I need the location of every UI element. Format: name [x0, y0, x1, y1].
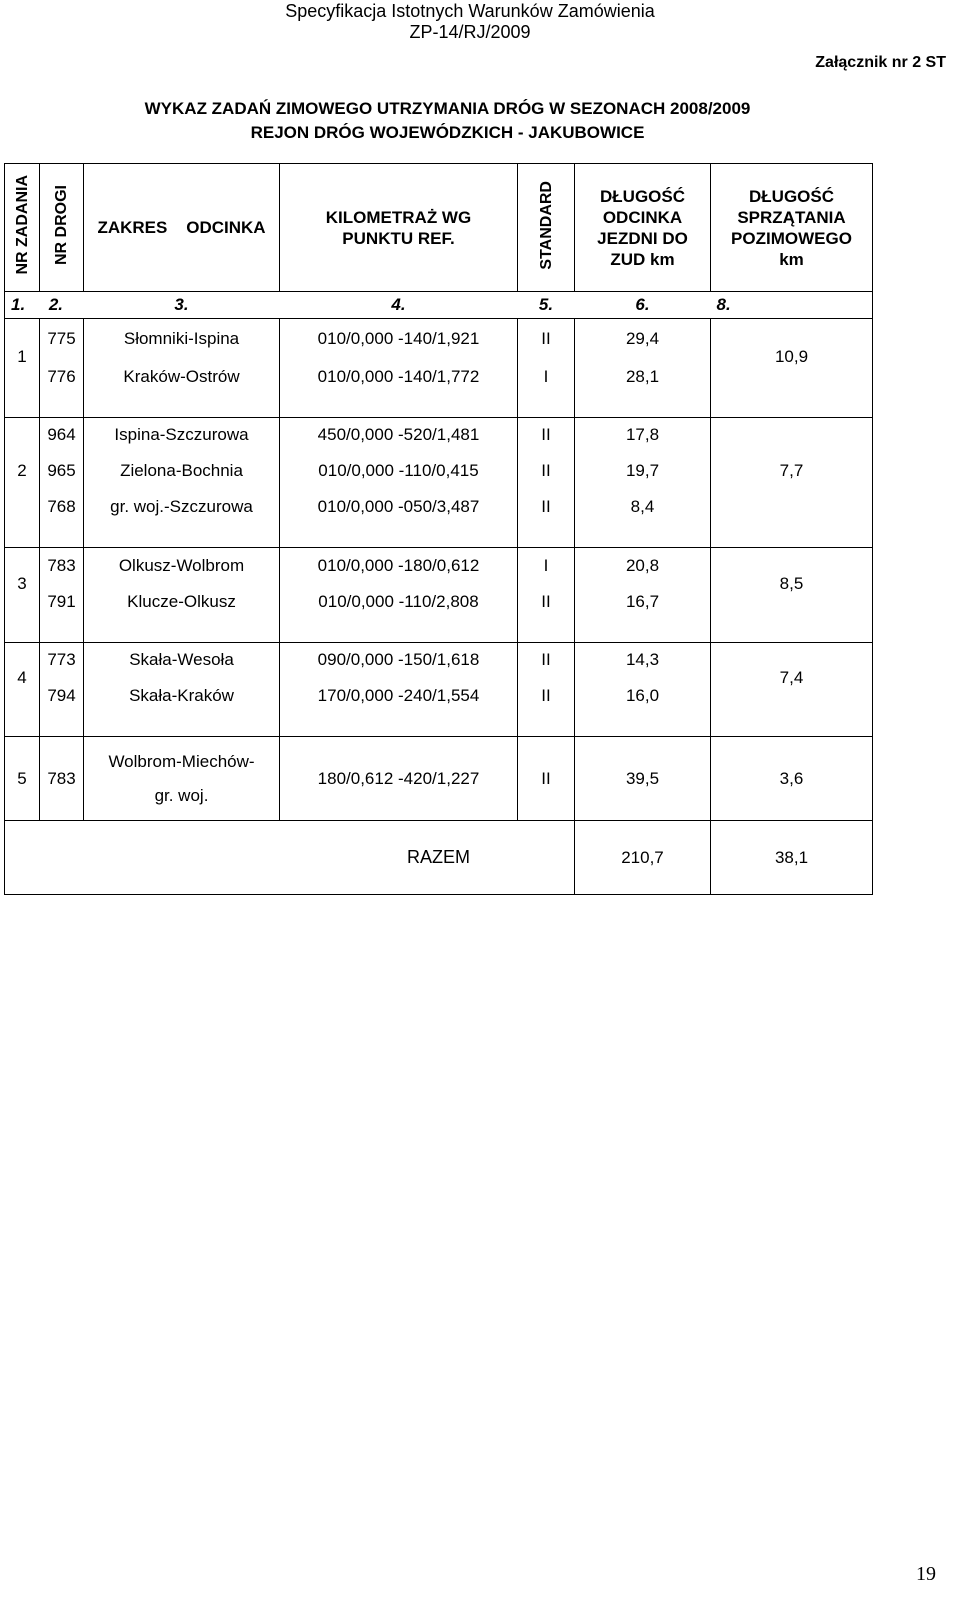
- road-standard: I: [518, 359, 575, 395]
- road-number: 783: [40, 737, 84, 821]
- road-length: 17,8: [575, 417, 711, 453]
- road-standard: II: [518, 417, 575, 453]
- road-range: Zielona-Bochnia: [84, 453, 280, 489]
- road-length: 19,7: [575, 453, 711, 489]
- road-standard: II: [518, 584, 575, 620]
- road-length: 8,4: [575, 489, 711, 525]
- table-row: [5, 417, 873, 453]
- road-number: 776: [40, 359, 84, 395]
- task-number: 1: [5, 319, 40, 395]
- road-length: 39,5: [575, 737, 711, 821]
- total-label: RAZEM: [5, 821, 575, 895]
- road-number: 964: [40, 417, 84, 453]
- road-range: Wolbrom-Miechów- gr. woj.: [84, 737, 280, 821]
- col-number: 6.: [575, 292, 711, 319]
- total-cleanup-length: 38,1: [711, 821, 873, 895]
- road-km: 010/0,000 -180/0,612: [280, 548, 518, 584]
- tasks-table: [4, 163, 873, 895]
- spacer-row: [5, 395, 873, 418]
- road-number: 773: [40, 642, 84, 678]
- col-number: 1. 2.: [5, 292, 84, 319]
- road-standard: II: [518, 319, 575, 359]
- header-range: ZAKRES ODCINKA: [84, 164, 280, 292]
- road-km: 010/0,000 -140/1,772: [280, 359, 518, 395]
- road-km: 010/0,000 -110/2,808: [280, 584, 518, 620]
- road-length: 16,7: [575, 584, 711, 620]
- road-number: 783: [40, 548, 84, 584]
- road-number: 965: [40, 453, 84, 489]
- cleanup-length: 10,9: [711, 319, 873, 395]
- road-km: 010/0,000 -110/0,415: [280, 453, 518, 489]
- table-row: [5, 737, 873, 821]
- col-number: 5.: [518, 292, 575, 319]
- table-header-row: [5, 164, 873, 292]
- road-length: 14,3: [575, 642, 711, 678]
- road-standard: II: [518, 453, 575, 489]
- road-range: Ispina-Szczurowa: [84, 417, 280, 453]
- road-range: Olkusz-Wolbrom: [84, 548, 280, 584]
- document-subtitle: REJON DRÓG WOJEWÓDZKICH - JAKUBOWICE: [250, 123, 645, 142]
- road-km: 010/0,000 -050/3,487: [280, 489, 518, 525]
- table-row: [5, 319, 873, 359]
- task-number: 3: [5, 548, 40, 620]
- road-km: 090/0,000 -150/1,618: [280, 642, 518, 678]
- road-km: 450/0,000 -520/1,481: [280, 417, 518, 453]
- road-range: Kraków-Ostrów: [84, 359, 280, 395]
- header-km: KILOMETRAŻ WG PUNKTU REF.: [280, 164, 518, 292]
- annex-label: Załącznik nr 2 ST: [815, 54, 946, 71]
- header-cleanup-length: DŁUGOŚĆ SPRZĄTANIA POZIMOWEGO km: [711, 164, 873, 292]
- road-km: 180/0,612 -420/1,227: [280, 737, 518, 821]
- spacer-row: [5, 714, 873, 737]
- road-number: 775: [40, 319, 84, 359]
- road-standard: II: [518, 678, 575, 714]
- road-range: Skała-Wesoła: [84, 642, 280, 678]
- road-range: gr. woj.-Szczurowa: [84, 489, 280, 525]
- road-length: 28,1: [575, 359, 711, 395]
- cleanup-length: 8,5: [711, 548, 873, 620]
- task-number: 5: [5, 737, 40, 821]
- col-number: 3.: [84, 292, 280, 319]
- spacer-row: [5, 620, 873, 643]
- road-number: 768: [40, 489, 84, 525]
- header-task-no: NR ZADANIA: [5, 164, 40, 292]
- header-road-length: DŁUGOŚĆ ODCINKA JEZDNI DO ZUD km: [575, 164, 711, 292]
- col-number: 4.: [280, 292, 518, 319]
- spacer-row: [5, 525, 873, 548]
- task-number: 2: [5, 417, 40, 525]
- road-standard: I: [518, 548, 575, 584]
- road-number: 791: [40, 584, 84, 620]
- road-km: 170/0,000 -240/1,554: [280, 678, 518, 714]
- table-row: [5, 642, 873, 678]
- page-number: 19: [916, 1563, 936, 1585]
- table-row: [5, 548, 873, 584]
- cleanup-length: 3,6: [711, 737, 873, 821]
- road-number: 794: [40, 678, 84, 714]
- total-row: [5, 821, 873, 895]
- doc-header-title: Specyfikacja Istotnych Warunków Zamówienia: [285, 1, 655, 21]
- road-standard: II: [518, 737, 575, 821]
- road-range: Słomniki-Ispina: [84, 319, 280, 359]
- document-title: WYKAZ ZADAŃ ZIMOWEGO UTRZYMANIA DRÓG W SEZONACH 2008/2009: [144, 99, 751, 118]
- total-road-length: 210,7: [575, 821, 711, 895]
- task-number: 4: [5, 642, 40, 714]
- road-km: 010/0,000 -140/1,921: [280, 319, 518, 359]
- header-standard: STANDARD: [518, 164, 575, 292]
- header-road-no: NR DROGI: [40, 164, 84, 292]
- road-range: Klucze-Olkusz: [84, 584, 280, 620]
- column-number-row: [5, 292, 873, 319]
- road-length: 20,8: [575, 548, 711, 584]
- road-length: 16,0: [575, 678, 711, 714]
- col-number: 8.: [711, 292, 873, 319]
- doc-header-ref: ZP-14/RJ/2009: [409, 22, 531, 42]
- road-range: Skała-Kraków: [84, 678, 280, 714]
- road-standard: II: [518, 489, 575, 525]
- cleanup-length: 7,4: [711, 642, 873, 714]
- cleanup-length: 7,7: [711, 417, 873, 525]
- road-length: 29,4: [575, 319, 711, 359]
- road-standard: II: [518, 642, 575, 678]
